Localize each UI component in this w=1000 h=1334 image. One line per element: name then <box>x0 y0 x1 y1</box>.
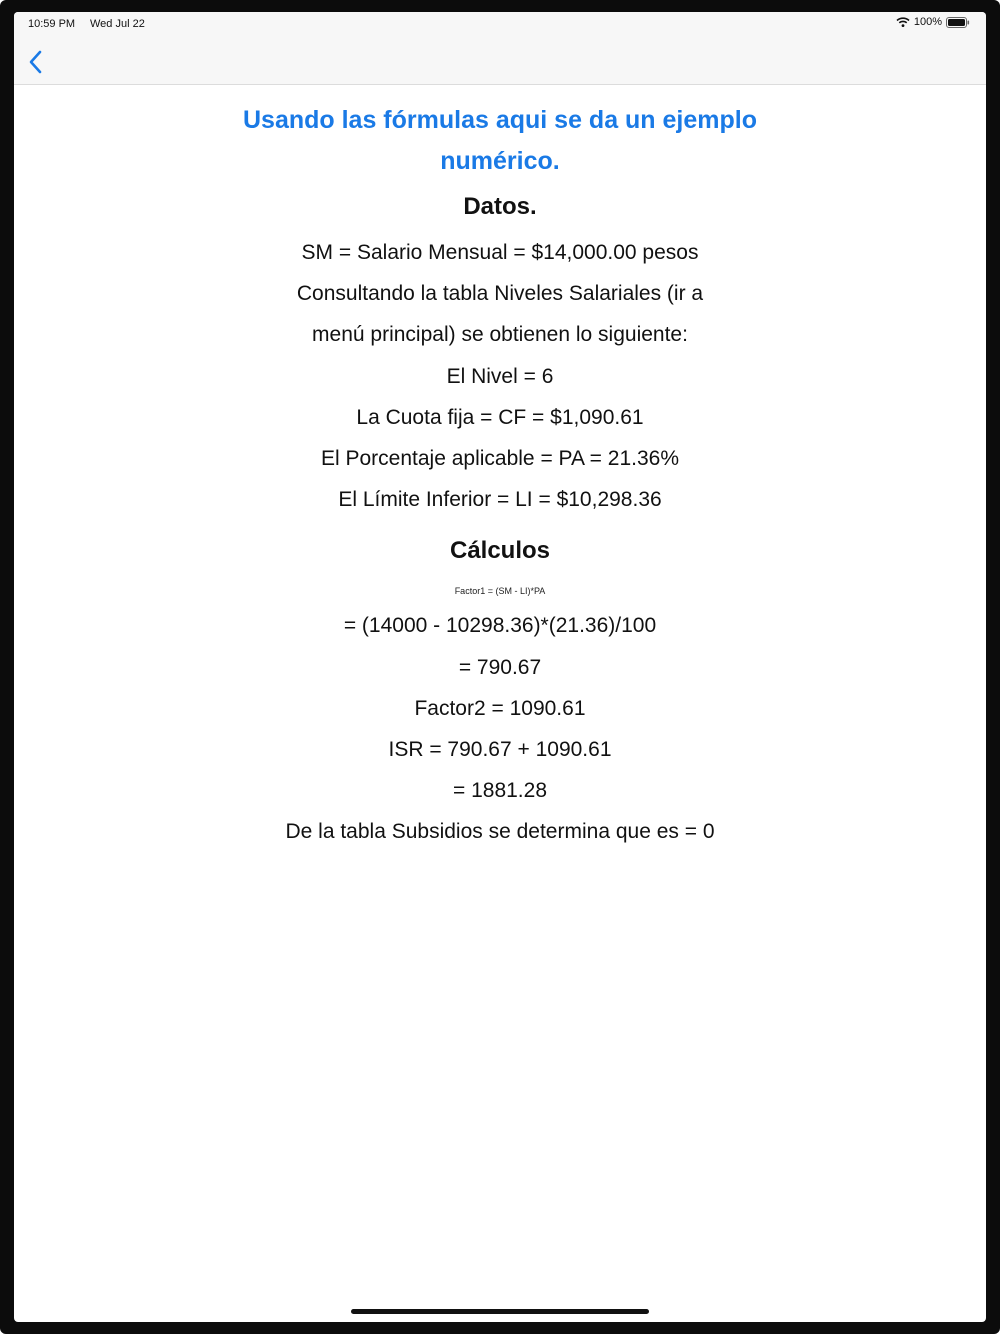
status-right <box>896 16 970 28</box>
datos-heading: Datos. <box>463 193 537 220</box>
formula-image: Factor1 = (SM - LI)*PA <box>454 586 546 597</box>
datos-list <box>14 232 986 520</box>
calculos-line: Factor2 = 1090.61 <box>414 696 586 720</box>
datos-line: menú principal) se obtienen lo siguiente: <box>312 323 688 347</box>
status-bar <box>14 12 986 38</box>
datos-line: El Nivel = 6 <box>446 364 554 388</box>
back-button[interactable] <box>20 46 52 78</box>
home-indicator[interactable] <box>351 1309 649 1314</box>
content <box>14 84 986 853</box>
datos-line: Consultando la tabla Niveles Salariales (ir a <box>296 282 704 306</box>
status-time: 10:59 PM <box>28 18 76 30</box>
chevron-left-icon <box>29 50 43 74</box>
calculos-list <box>14 605 986 852</box>
calculos-line: = (14000 - 10298.36)*(21.36)/100 <box>343 614 657 638</box>
calculos-heading: Cálculos <box>449 537 551 565</box>
page-title: Usando las fórmulas aqui se da un ejemplo numérico. <box>242 106 757 175</box>
status-date: Wed Jul 22 <box>90 18 145 30</box>
calculos-line: De la tabla Subsidios se determina que es = 0 <box>285 820 715 844</box>
wifi-icon <box>896 16 910 28</box>
screen <box>14 12 986 1322</box>
calculos-line: ISR = 790.67 + 1090.61 <box>388 738 612 762</box>
battery-icon <box>946 17 970 28</box>
datos-line: SM = Salario Mensual = $14,000.00 pesos <box>301 241 699 264</box>
calculos-line: = 1881.28 <box>452 779 547 803</box>
calculos-line: = 790.67 <box>458 655 542 679</box>
navigation-bar <box>14 38 986 85</box>
battery-percent: 100% <box>913 16 942 28</box>
datos-line: La Cuota fija = CF = $1,090.61 <box>356 405 644 429</box>
datos-line: El Porcentaje aplicable = PA = 21.36% <box>320 447 679 471</box>
datos-line: El Límite Inferior = LI = $10,298.36 <box>338 488 662 512</box>
